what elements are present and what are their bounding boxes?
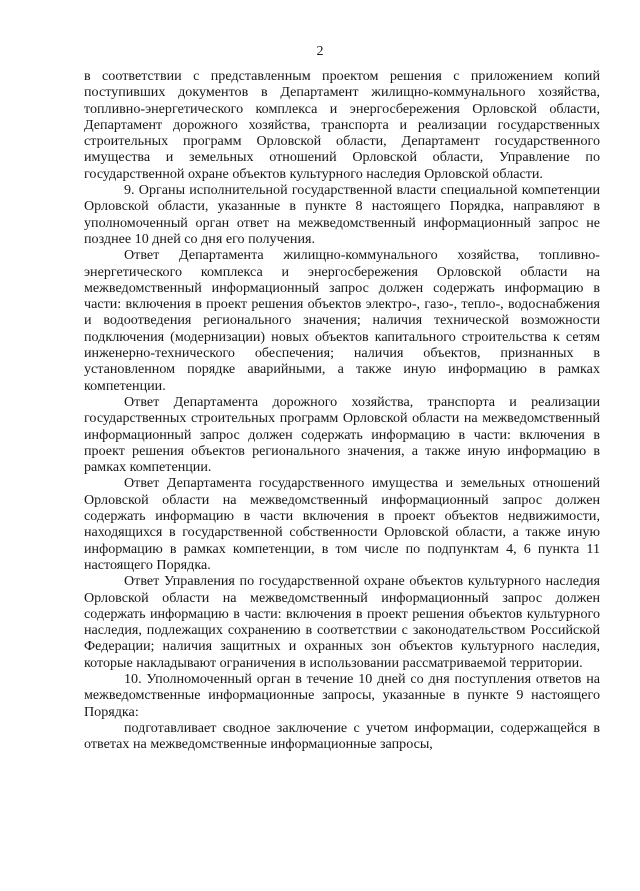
- paragraph-5: Ответ Департамента государственного имущества и земельных отношений Орловской области на межведомственный информационный запрос должен содержать информацию в части включения в проект объектов недвижимости, находящихся в государственной собственности Орловской области, а также иную информацию в рамках компетенции, в том числе по подпунктам 4, 6 пункта 11 настоящего Порядка.: [84, 475, 600, 573]
- paragraph-1: в соответствии с представленным проектом решения с приложением копий поступивших документов в Департамент жилищно-коммунального хозяйства, топливно-энергетического комплекса и энергосбережения Орловской области, Департамент дорожного хозяйства, транспорта и реализации государственных строительных программ Орловской области, Департамент государственного имущества и земельных отношений Орловской области, Управление по государственной охране объектов культурного наследия Орловской области.: [84, 68, 600, 182]
- paragraph-4: Ответ Департамента дорожного хозяйства, транспорта и реализации государственных строительных программ Орловской области на межведомственный информационный запрос должен содержать информацию в части: включения в проект решения объектов регионального значения, а также иную информацию в рамках компетенции.: [84, 393, 600, 476]
- document-body: [84, 68, 600, 752]
- paragraph-7: 10. Уполномоченный орган в течение 10 дней со дня поступления ответов на межведомственные информационные запросы, указанные в пункте 9 настоящего Порядка:: [84, 670, 600, 720]
- paragraph-2: 9. Органы исполнительной государственной власти специальной компетенции Орловской области, указанные в пункте 8 настоящего Порядка, направляют в уполномоченный орган ответ на межведомственный информационный запрос не позднее 10 дней со дня его получения.: [84, 182, 600, 247]
- paragraph-3: Ответ Департамента жилищно-коммунального хозяйства, топливно-энергетического комплекса и энергосбережения Орловской области на межведомственный информационный запрос должен содержать информацию в части: включения в проект решения объектов электро-, газо-, тепло-, водоснабжения и водоотведения регионального значения; наличия технической возможности подключения (модернизации) новых объектов капитального строительства к сетям инженерно-технического обеспечения; наличия объектов, признанных в установленном порядке аварийными, а также иную информацию в рамках компетенции.: [84, 247, 600, 394]
- paragraph-8: подготавливает сводное заключение с учетом информации, содержащейся в ответах на межведомственные информационные запросы,: [84, 719, 600, 753]
- page-number: 2: [316, 44, 324, 59]
- paragraph-6: Ответ Управления по государственной охране объектов культурного наследия Орловской области на межведомственный информационный запрос должен содержать информацию в части: включения в проект решения объектов культурного наследия, подлежащих сохранению в соответствии с законодательством Российской Федерации; наличия защитных и охранных зон объектов культурного наследия, которые накладывают ограничения в использовании рассматриваемой территории.: [84, 573, 600, 671]
